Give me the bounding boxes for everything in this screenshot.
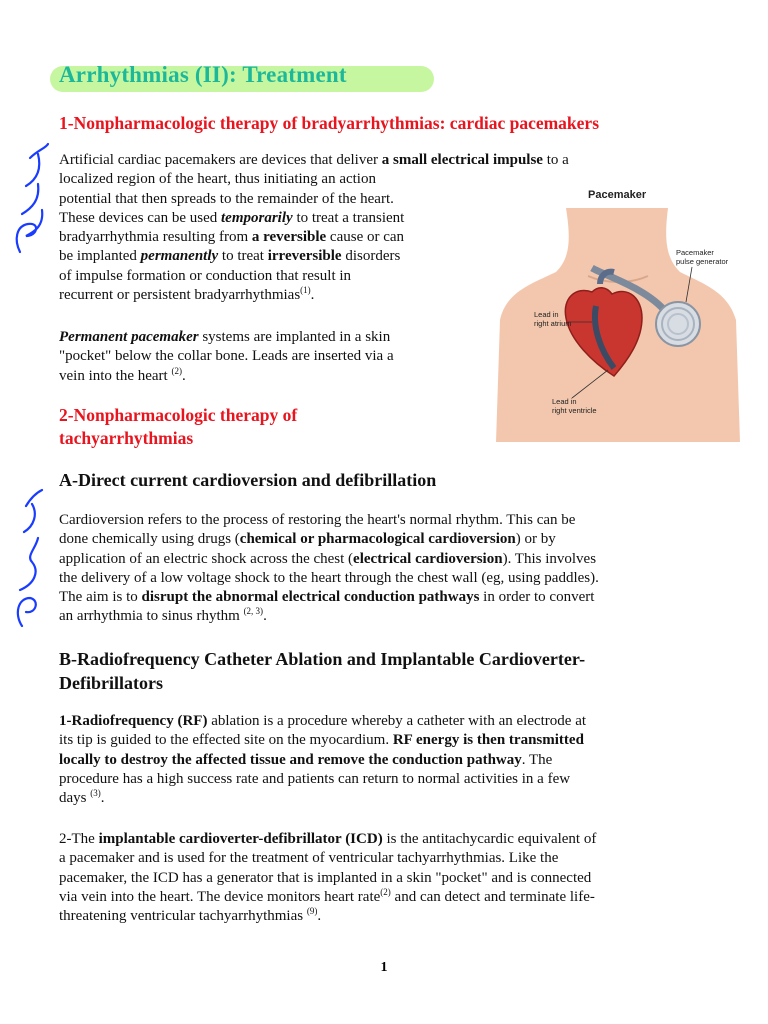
svg-text:Lead in: Lead in [534, 310, 559, 319]
text-run: temporarily [221, 209, 293, 226]
text-line [59, 770, 586, 789]
svg-text:right atrium: right atrium [534, 319, 572, 328]
text-run: Artificial cardiac pacemakers are devices that deliver [59, 152, 382, 168]
handwritten-note-1 [8, 140, 58, 260]
text-run: RF energy is then transmitted [392, 732, 584, 749]
text-run: application of an electric shock across the chest ( [59, 550, 354, 567]
text-run: (2, 3) [243, 606, 264, 617]
text-line [59, 907, 596, 926]
text-run: Permanent pacemaker [59, 329, 199, 345]
text-run: (3) [90, 788, 101, 799]
section1-paragraph2 [59, 328, 394, 386]
text-run: recurrent or persistent bradyarrhythmias [59, 287, 301, 304]
rich-lines [59, 170, 569, 305]
text-run: permanently [140, 248, 219, 265]
text-run: 2-The [59, 831, 99, 847]
pulse-generator-shape [656, 302, 700, 346]
text-line [59, 530, 599, 549]
text-run: procedure has a high success rate and patients can return to normal activities in a few [59, 770, 571, 787]
text-line [59, 712, 586, 731]
text-run: be implanted [59, 248, 141, 265]
text-line [59, 209, 569, 228]
text-run: localized region of the heart, thus initiating an action [59, 171, 376, 188]
section2-heading: 2-Nonpharmacologic therapy of tachyarrhythmias [59, 405, 298, 448]
text-line [59, 789, 586, 808]
text-line [59, 869, 596, 888]
text-run: in order to convert [479, 589, 595, 606]
text-run: disorders [341, 248, 401, 265]
text-run: Cardioversion refers to the process of restoring the heart's normal rhythm. This can be [59, 512, 576, 528]
text-line [59, 367, 394, 386]
handwritten-note-2 [8, 486, 48, 636]
text-run: done chemically using drugs ( [59, 531, 240, 548]
text-run: "pocket" below the collar bone. Leads are inserted via a [59, 348, 394, 365]
text-line [59, 228, 569, 247]
text-run: ablation is a procedure whereby a catheter with an electrode at [207, 713, 587, 729]
svg-text:right ventricle: right ventricle [552, 406, 597, 415]
text-run: its tip is guided to the effected site on the myocardium. [59, 732, 393, 749]
page-title: Arrhythmias (II): Treatment [59, 62, 347, 87]
text-line [59, 588, 599, 607]
text-run: cause or can [326, 229, 405, 246]
text-run: implantable cardioverter-defibrillator (ICD) [98, 831, 383, 847]
text-run: . [310, 287, 315, 304]
text-run: (9) [306, 906, 318, 917]
text-line [59, 550, 599, 569]
text-run: an arrhythmia to sinus rhythm [59, 608, 244, 625]
page-number: 1 [380, 960, 388, 975]
figure-title: Pacemaker [588, 189, 647, 201]
text-run: locally to destroy the affected tissue and remove the conduction pathway [59, 751, 522, 768]
text-run: pacemaker, the ICD has a generator that is implanted in a skin "pocket" and is connected [59, 869, 592, 886]
text-line [59, 170, 569, 189]
text-run: the delivery of a low voltage shock to the heart through the chest wall (eg, using paddles). [59, 569, 599, 586]
text-line [59, 731, 586, 750]
text-run: to a [542, 152, 569, 168]
sectionB-heading: B-Radiofrequency Catheter Ablation and Implantable Cardioverter- Defibrillators [59, 649, 586, 693]
text-run: potential that then spreads to the remainder of the heart. [59, 190, 394, 207]
text-run: via vein into the heart. The device monitors heart rate [59, 888, 381, 905]
rich-line [59, 151, 569, 170]
svg-text:Lead in: Lead in [552, 397, 577, 406]
text-line [59, 267, 569, 286]
text-line [59, 328, 394, 347]
text-run: (2) [171, 365, 182, 376]
text-run: to treat a transient [292, 209, 405, 226]
text-line [59, 511, 599, 530]
sectionA-paragraph [59, 511, 599, 627]
section1-paragraph1 [59, 151, 569, 305]
text-run: (1) [300, 285, 311, 296]
text-run: a reversible [251, 229, 327, 246]
sectionB-paragraph1 [59, 712, 586, 808]
text-run: days [59, 790, 91, 807]
text-run: systems are implanted in a skin [198, 329, 391, 345]
text-line [59, 751, 586, 770]
text-run: These devices can be used [59, 209, 222, 226]
text-run: . [100, 790, 105, 807]
text-run: . [317, 908, 322, 925]
text-line [59, 247, 569, 266]
text-run: to treat [218, 248, 268, 265]
svg-text:pulse generator: pulse generator [676, 257, 729, 266]
text-run: chemical or pharmacological cardioversion [239, 531, 516, 548]
text-run: electrical cardioversion [353, 550, 503, 567]
text-run: and can detect and terminate life- [390, 888, 595, 905]
text-line [59, 286, 569, 305]
text-line [59, 830, 596, 849]
text-run: a pacemaker and is used for the treatment of ventricular tachyarrhythmias. Like the [59, 850, 559, 867]
text-line [59, 849, 596, 868]
text-run: The aim is to [59, 589, 142, 606]
text-run: (2) [380, 886, 391, 897]
sectionB-paragraph2 [59, 830, 596, 926]
text-run: . The [521, 751, 553, 768]
text-line [59, 190, 569, 209]
text-run: of impulse formation or conduction that result in [59, 267, 352, 284]
text-run: vein into the heart [59, 367, 172, 384]
text-run: is the antitachycardic equivalent of [382, 831, 597, 847]
text-run: ) or by [515, 531, 556, 548]
text-run: . [181, 367, 186, 384]
svg-text:Pacemaker: Pacemaker [676, 248, 714, 257]
sectionA-heading: A-Direct current cardioversion and defibrillation [59, 470, 437, 490]
text-run: disrupt the abnormal electrical conduction pathways [141, 589, 480, 606]
text-line [59, 607, 599, 626]
pacemaker-illustration [496, 180, 740, 442]
text-run: . [263, 608, 267, 625]
text-run: 1-Radiofrequency (RF) [59, 713, 208, 729]
text-run: a small electrical impulse [381, 152, 543, 168]
text-run: ). This involves [502, 550, 597, 567]
text-run: irreversible [267, 248, 342, 265]
text-run: bradyarrhythmia resulting from [59, 229, 252, 246]
section1-heading: 1-Nonpharmacologic therapy of bradyarrhythmias: cardiac pacemakers [59, 113, 600, 133]
text-line [59, 347, 394, 366]
text-run: threatening ventricular tachyarrhythmias [59, 908, 307, 925]
text-line [59, 569, 599, 588]
text-line [59, 888, 596, 907]
